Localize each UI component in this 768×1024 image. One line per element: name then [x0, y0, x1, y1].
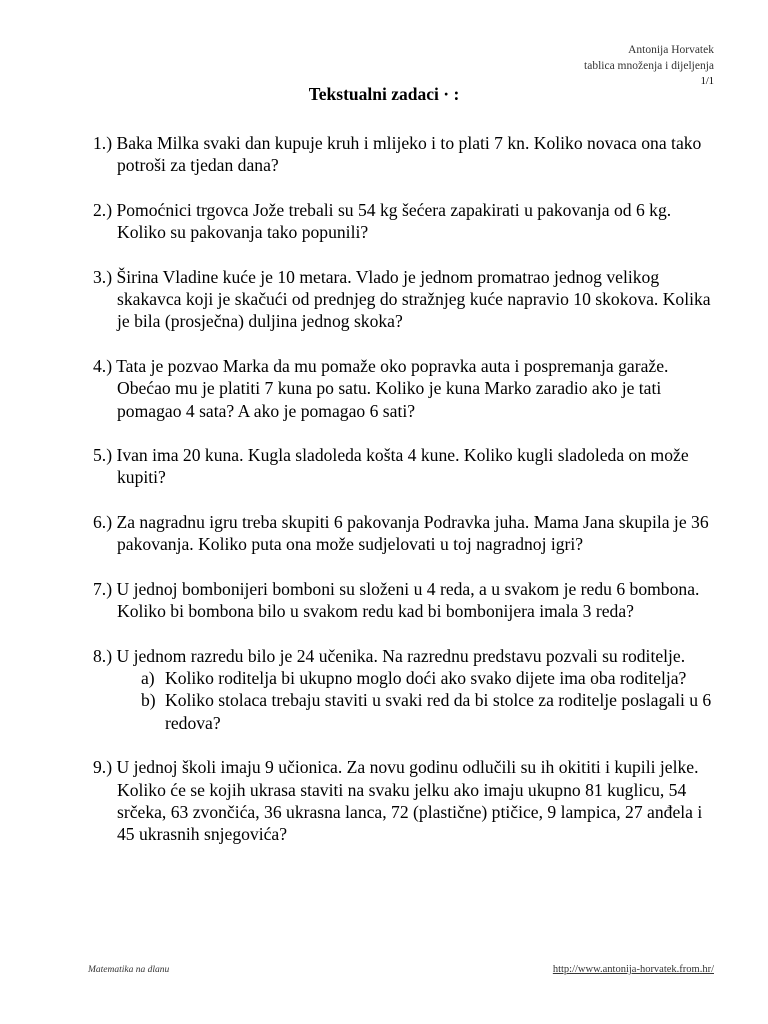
- problem-number: 5.): [93, 445, 113, 466]
- problem-number: 6.): [93, 512, 113, 533]
- problem-text: U jednoj školi imaju 9 učionica. Za novu godinu odlučili su ih okititi i kupili jelke. Koliko će se kojih ukrasa staviti na svaku jelku ako imaju ukupno 81 kuglicu, 54 srčeka, 63 zvončića, 36 ukrasna lanca, 72 (plastične) ptičice, 9 lampica, 27 anđela i 45 ukrasnih snjegovića?: [116, 757, 703, 845]
- problem-2: [93, 199, 718, 244]
- problem-1: [93, 132, 718, 177]
- problem-text: Za nagradnu igru treba skupiti 6 pakovanja Podravka juha. Mama Jana skupila je 36 pakovanja. Koliko puta ona može sudjelovati u toj nagradnoj igri?: [116, 512, 709, 555]
- problem-9: [93, 756, 718, 845]
- sub-question-a: [117, 667, 718, 689]
- problem-number: 7.): [93, 578, 113, 599]
- problem-number: 9.): [93, 757, 113, 778]
- problem-number: 1.): [93, 133, 113, 153]
- problem-3: [93, 266, 718, 333]
- problem-text: Ivan ima 20 kuna. Kugla sladoleda košta 4 kune. Koliko kugli sladoleda on može kupiti?: [116, 445, 689, 488]
- sub-question-b: [117, 689, 718, 734]
- problem-5: [93, 444, 718, 489]
- problem-number: 2.): [93, 199, 113, 220]
- problem-list: [93, 132, 718, 868]
- sub-question-text: Koliko stolaca trebaju staviti u svaki red da bi stolce za roditelje poslagali u 6 redova?: [165, 690, 712, 733]
- problem-6: [93, 511, 718, 556]
- sub-question-label: b): [141, 690, 156, 711]
- page-title: Tekstualni zadaci · :: [308, 84, 460, 104]
- header-topic: tablica množenja i dijeljenja: [584, 60, 714, 72]
- problem-number: 3.): [93, 266, 113, 287]
- problem-text: U jednom razredu bilo je 24 učenika. Na razrednu predstavu pozvali su roditelje.: [116, 645, 686, 666]
- problem-4: [93, 355, 718, 422]
- header-author: Antonija Horvatek: [628, 44, 714, 56]
- problem-text: U jednoj bombonijeri bomboni su složeni u 4 reda, a u svakom je redu 6 bombona. Koliko bi bombona bilo u svakom redu kad bi bombonijera imala 3 reda?: [116, 578, 700, 622]
- problem-text: Širina Vladine kuće je 10 metara. Vlado je jednom promatrao jednog velikog skakavca koji je skačući od prednjeg do stražnjeg kuće napravio 10 skokova. Kolika je bila (prosječna) duljina jednog skoka?: [116, 266, 711, 332]
- page-header: [584, 42, 714, 90]
- problem-text: Baka Milka svaki dan kupuje kruh i mlijeko i to plati 7 kn. Koliko novaca ona tako potroši za tjedan dana?: [116, 133, 702, 176]
- problem-number: 4.): [93, 355, 113, 376]
- problem-7: [93, 578, 718, 623]
- footer-url-link[interactable]: http://www.antonija-horvatek.from.hr/: [552, 964, 714, 975]
- problem-text: Tata je pozvao Marka da mu pomaže oko popravka auta i pospremanja garaže. Obećao mu je platiti 7 kuna po satu. Koliko je kuna Marko zaradio ako je tati pomagao 4 sata? A ako je pomagao 6 sati?: [116, 355, 669, 421]
- header-page-number: 1/1: [700, 76, 714, 87]
- problem-text: Pomoćnici trgovca Jože trebali su 54 kg šećera zapakirati u pakovanja od 6 kg. Koliko su pakovanja tako popunili?: [116, 199, 672, 243]
- sub-question-text: Koliko roditelja bi ukupno moglo doći ako svako dijete ima oba roditelja?: [165, 668, 687, 689]
- problem-8: [93, 645, 718, 734]
- footer-brand: Matematika na dlanu: [88, 965, 170, 975]
- problem-number: 8.): [93, 645, 113, 666]
- sub-question-label: a): [141, 668, 155, 689]
